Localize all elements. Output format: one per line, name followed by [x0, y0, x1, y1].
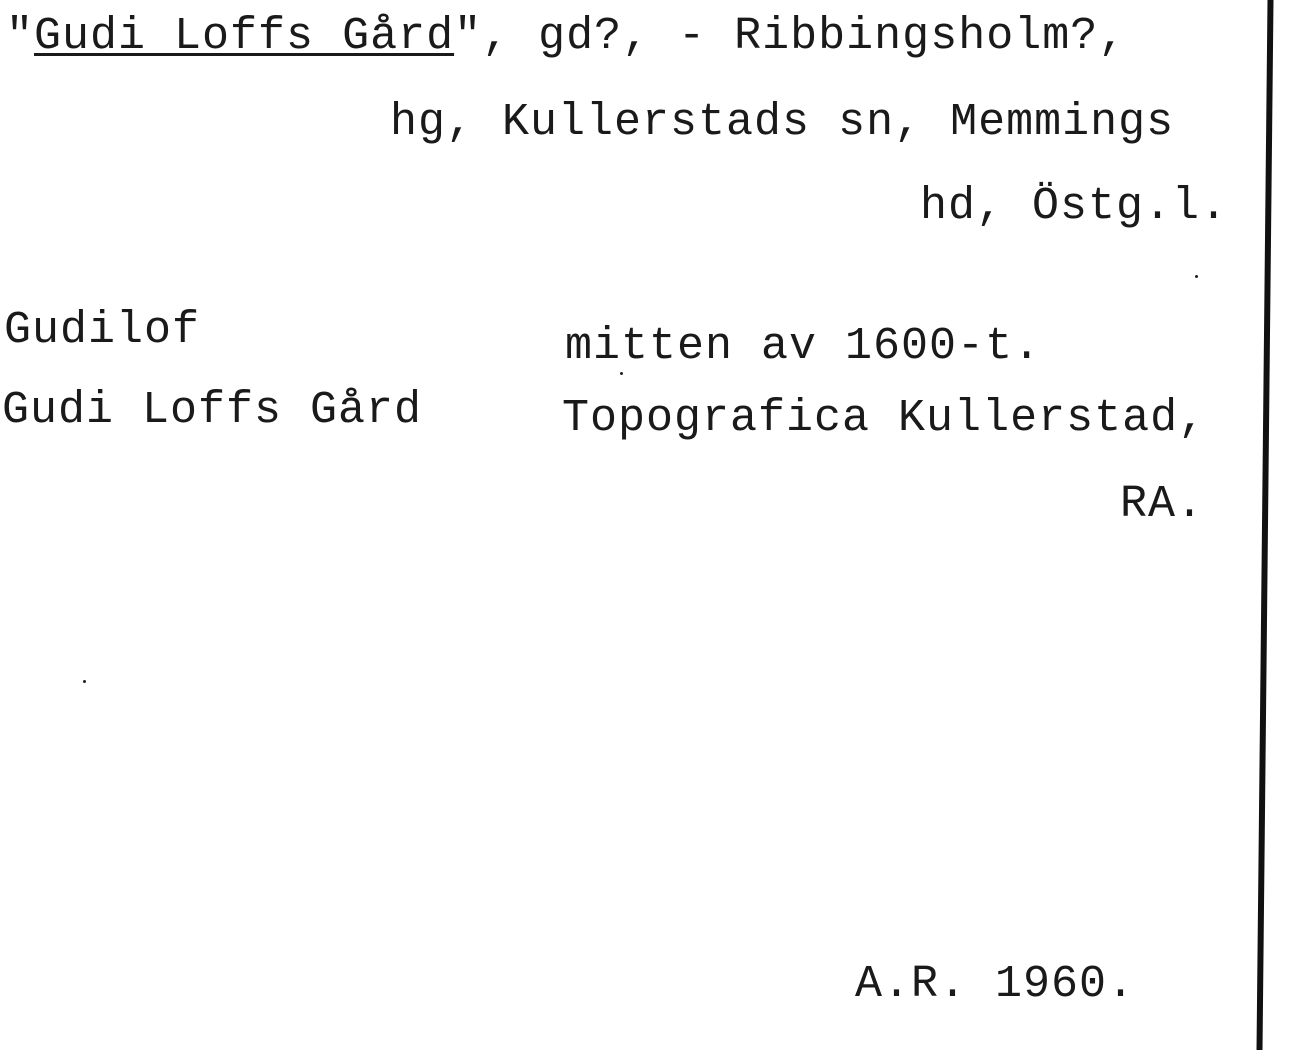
entry-source-1: mitten av 1600-t. [565, 321, 1042, 372]
entry-form-1: Gudilof [4, 305, 201, 356]
speck [620, 372, 623, 375]
identified-as: Ribbingsholm?, [706, 11, 1127, 62]
place-type: ", gd?, [454, 11, 679, 62]
header-line-3: hd, Östg.l. [920, 181, 1229, 232]
signature-date: A.R. 1960. [855, 959, 1136, 1010]
card-edge-line [1257, 0, 1274, 1050]
speck [1195, 275, 1198, 278]
entry-source-2: Topografica Kullerstad, [562, 393, 1207, 444]
open-quote: " [6, 11, 35, 62]
equals-dash: - [678, 11, 707, 62]
speck [83, 680, 86, 683]
place-name: Gudi Loffs Gård [34, 11, 455, 62]
header-line-1 [6, 11, 1127, 62]
header-line-2: hg, Kullerstads sn, Memmings [390, 97, 1175, 148]
source-continuation: RA. [1120, 479, 1205, 530]
entry-form-2: Gudi Loffs Gård [2, 385, 423, 436]
